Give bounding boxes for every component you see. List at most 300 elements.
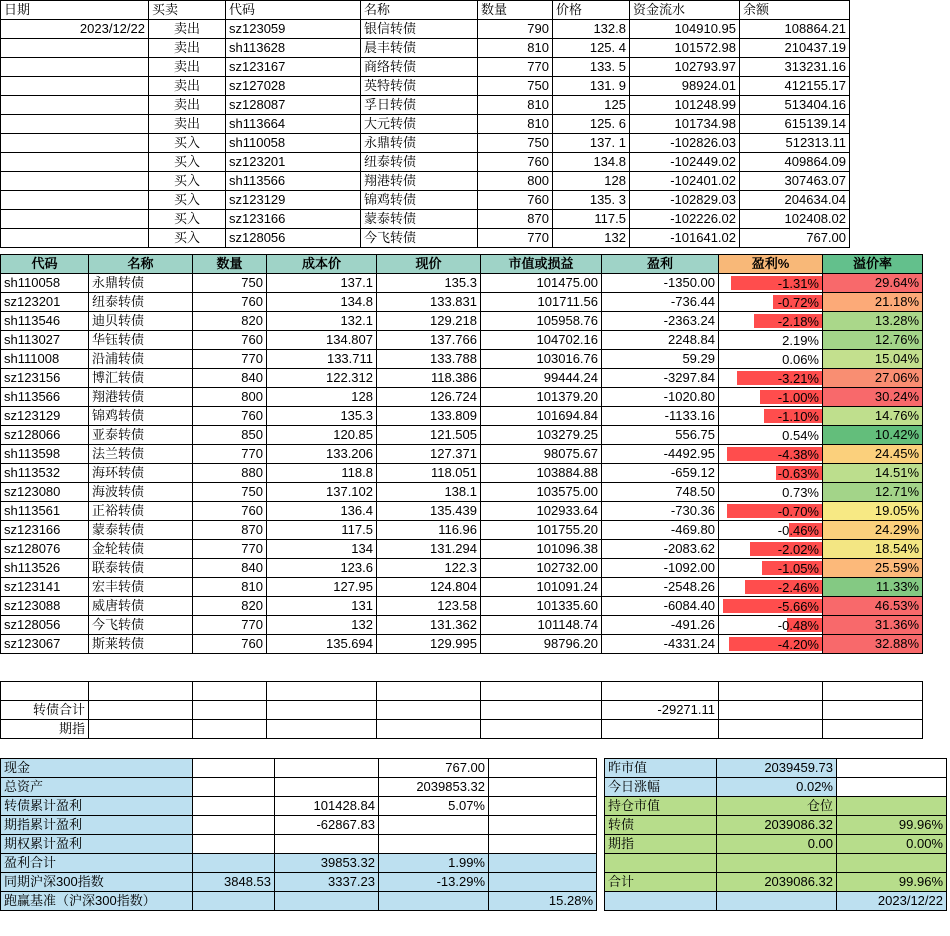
trade-name: 永鼎转债 (361, 134, 478, 153)
holding-profit: -2548.26 (602, 578, 719, 597)
holdings-header-0: 代码 (1, 255, 89, 274)
holding-price: 137.766 (377, 331, 481, 350)
holding-profit-pct-bar (719, 521, 823, 540)
summary-right-value: 2039086.32 (717, 816, 837, 835)
trade-price: 135. 3 (553, 191, 630, 210)
trade-flow: 102793.97 (630, 58, 740, 77)
cell (823, 720, 923, 739)
holding-profit-pct: -2.02% (777, 542, 819, 557)
holding-code: sh113027 (1, 331, 89, 350)
holding-value: 101096.38 (481, 540, 602, 559)
trade-side: 卖出 (149, 96, 226, 115)
holding-price: 133.831 (377, 293, 481, 312)
holding-price: 133.809 (377, 407, 481, 426)
holding-name: 锦鸡转债 (89, 407, 193, 426)
holding-profit-pct: 2.19% (782, 333, 819, 348)
trades-header-5: 价格 (553, 1, 630, 20)
trade-balance: 313231.16 (740, 58, 850, 77)
holding-premium: 11.33% (823, 578, 923, 597)
holding-price: 123.58 (377, 597, 481, 616)
holding-code: sz123141 (1, 578, 89, 597)
cell (377, 701, 481, 720)
holding-profit: 748.50 (602, 483, 719, 502)
trade-flow: -102826.03 (630, 134, 740, 153)
summary-right-row (605, 778, 947, 797)
cell (481, 720, 602, 739)
bond-total-value: -29271.11 (602, 701, 719, 720)
summary-v3 (489, 797, 597, 816)
summary-blank (193, 892, 275, 911)
trade-date (1, 229, 149, 248)
trade-qty: 810 (478, 39, 553, 58)
summary-qty (193, 854, 275, 873)
holding-qty: 850 (193, 426, 267, 445)
trade-flow: 104910.95 (630, 20, 740, 39)
summary-label: 总资产 (1, 778, 193, 797)
table-row (1, 58, 850, 77)
trade-price: 125. 4 (553, 39, 630, 58)
trade-price: 132 (553, 229, 630, 248)
holding-cost: 117.5 (267, 521, 377, 540)
table-row (1, 559, 923, 578)
summary-v3 (489, 873, 597, 892)
summary-right-label: 昨市值 (605, 759, 717, 778)
holding-code: sh110058 (1, 274, 89, 293)
trade-qty: 870 (478, 210, 553, 229)
holding-price: 129.995 (377, 635, 481, 654)
holding-value: 102732.00 (481, 559, 602, 578)
holding-premium: 30.24% (823, 388, 923, 407)
summary-right-value (717, 854, 837, 873)
holding-cost: 123.6 (267, 559, 377, 578)
holding-value: 101091.24 (481, 578, 602, 597)
summary-v2: 767.00 (379, 759, 489, 778)
trade-balance: 512313.11 (740, 134, 850, 153)
spacer (823, 682, 923, 701)
trade-name: 商络转债 (361, 58, 478, 77)
trade-date: 2023/12/22 (1, 20, 149, 39)
spacer (719, 682, 823, 701)
summary-right-label: 期指 (605, 835, 717, 854)
holding-profit-pct: -5.66% (777, 599, 819, 614)
holding-profit: -659.12 (602, 464, 719, 483)
holding-qty: 760 (193, 407, 267, 426)
trade-name: 大元转债 (361, 115, 478, 134)
trade-code: sz123167 (226, 58, 361, 77)
holding-code: sz123080 (1, 483, 89, 502)
trades-header-7: 余额 (740, 1, 850, 20)
cell (89, 701, 193, 720)
holding-profit-pct: -0.72% (777, 295, 819, 310)
holding-code: sh111008 (1, 350, 89, 369)
holding-name: 宏丰转债 (89, 578, 193, 597)
summary-right-label (605, 892, 717, 911)
holding-qty: 770 (193, 350, 267, 369)
holding-premium: 10.42% (823, 426, 923, 445)
holding-profit: -1092.00 (602, 559, 719, 578)
trade-qty: 760 (478, 191, 553, 210)
trade-balance: 204634.04 (740, 191, 850, 210)
holding-code: sz123088 (1, 597, 89, 616)
summary-row (1, 854, 597, 873)
holding-profit-pct-bar (719, 540, 823, 559)
trade-qty: 770 (478, 229, 553, 248)
summary-right-row (605, 759, 947, 778)
holding-price: 118.386 (377, 369, 481, 388)
table-row (1, 134, 850, 153)
holding-cost: 134 (267, 540, 377, 559)
holding-profit: -730.36 (602, 502, 719, 521)
holding-profit-pct: -0.63% (777, 466, 819, 481)
trade-side: 卖出 (149, 20, 226, 39)
summary-v1 (275, 835, 379, 854)
cell (719, 720, 823, 739)
trade-flow: 101572.98 (630, 39, 740, 58)
cell (89, 720, 193, 739)
holding-profit-pct-bar (719, 578, 823, 597)
table-row (1, 578, 923, 597)
trade-qty: 760 (478, 153, 553, 172)
trade-side: 买入 (149, 172, 226, 191)
cell (602, 720, 719, 739)
trade-balance: 615139.14 (740, 115, 850, 134)
trade-code: sh113566 (226, 172, 361, 191)
holding-profit-pct-bar (719, 597, 823, 616)
spacer (481, 682, 602, 701)
spacer (89, 682, 193, 701)
totals-table (0, 681, 923, 739)
summary-right-row (605, 854, 947, 873)
holding-value: 98796.20 (481, 635, 602, 654)
holding-profit-pct: 0.73% (782, 485, 819, 500)
holding-premium: 24.29% (823, 521, 923, 540)
cell (377, 720, 481, 739)
summary-row (1, 892, 597, 911)
summary-qty (193, 797, 275, 816)
holding-profit-pct-bar (719, 635, 823, 654)
spacer (267, 682, 377, 701)
holding-qty: 760 (193, 293, 267, 312)
spacer (377, 682, 481, 701)
trade-flow: -102449.02 (630, 153, 740, 172)
summary-value: 15.28% (489, 892, 597, 911)
summary-right-table (604, 758, 947, 911)
holding-premium: 15.04% (823, 350, 923, 369)
table-row (1, 616, 923, 635)
summary-v2: 2039853.32 (379, 778, 489, 797)
summary-right-row (605, 873, 947, 892)
summary-row (1, 759, 597, 778)
trade-price: 132.8 (553, 20, 630, 39)
holding-name: 威唐转债 (89, 597, 193, 616)
holding-price: 127.371 (377, 445, 481, 464)
spacer (602, 682, 719, 701)
holdings-header-5: 市值或损益 (481, 255, 602, 274)
holding-profit-pct-bar (719, 388, 823, 407)
holding-profit-pct-bar (719, 559, 823, 578)
holdings-header-7: 盈利% (719, 255, 823, 274)
holdings-header-2: 数量 (193, 255, 267, 274)
holding-profit-pct-bar (719, 369, 823, 388)
trade-flow: -102226.02 (630, 210, 740, 229)
table-row (1, 597, 923, 616)
summary-right-blank (717, 892, 837, 911)
trade-code: sz128056 (226, 229, 361, 248)
cell (719, 701, 823, 720)
holding-profit-pct: -1.31% (777, 276, 819, 291)
trade-balance: 307463.07 (740, 172, 850, 191)
trade-date (1, 210, 149, 229)
summary-v1 (275, 778, 379, 797)
summary-label: 盈利合计 (1, 854, 193, 873)
holding-value: 103279.25 (481, 426, 602, 445)
table-row (1, 20, 850, 39)
holding-premium: 14.51% (823, 464, 923, 483)
summary-right-value: 0.00 (717, 835, 837, 854)
holding-profit: -2083.62 (602, 540, 719, 559)
holding-qty: 770 (193, 445, 267, 464)
summary-right-label: 转债 (605, 816, 717, 835)
trade-qty: 810 (478, 96, 553, 115)
trade-balance: 210437.19 (740, 39, 850, 58)
summary-v2: -13.29% (379, 873, 489, 892)
holding-profit-pct-bar (719, 312, 823, 331)
trades-header-0: 日期 (1, 1, 149, 20)
trades-header-2: 代码 (226, 1, 361, 20)
holding-cost: 134.8 (267, 293, 377, 312)
holding-premium: 24.45% (823, 445, 923, 464)
trade-flow: 101734.98 (630, 115, 740, 134)
trade-qty: 750 (478, 77, 553, 96)
table-row (1, 77, 850, 96)
holding-profit: -1020.80 (602, 388, 719, 407)
holding-cost: 137.1 (267, 274, 377, 293)
table-row (1, 407, 923, 426)
trade-code: sz123129 (226, 191, 361, 210)
trade-side: 买入 (149, 191, 226, 210)
summary-v2: 5.07% (379, 797, 489, 816)
trade-price: 133. 5 (553, 58, 630, 77)
holding-price: 131.294 (377, 540, 481, 559)
cell (267, 701, 377, 720)
trade-balance: 513404.16 (740, 96, 850, 115)
trade-code: sh113664 (226, 115, 361, 134)
trade-date (1, 115, 149, 134)
trade-balance: 767.00 (740, 229, 850, 248)
trades-header-6: 资金流水 (630, 1, 740, 20)
holding-cost: 122.312 (267, 369, 377, 388)
holding-profit-pct-bar (719, 616, 823, 635)
holding-qty: 760 (193, 635, 267, 654)
trade-side: 买入 (149, 229, 226, 248)
holding-value: 101379.20 (481, 388, 602, 407)
summary-right-row (605, 835, 947, 854)
holding-premium: 12.71% (823, 483, 923, 502)
holding-name: 蒙泰转债 (89, 521, 193, 540)
summary-right-value: 0.02% (717, 778, 837, 797)
holding-profit-pct: -3.21% (777, 371, 819, 386)
holding-profit-pct: -2.18% (777, 314, 819, 329)
holding-profit-pct-bar (719, 293, 823, 312)
table-row (1, 426, 923, 445)
summary-v1: 39853.32 (275, 854, 379, 873)
holdings-header-1: 名称 (89, 255, 193, 274)
holding-qty: 880 (193, 464, 267, 483)
holding-qty: 770 (193, 616, 267, 635)
table-row (1, 293, 923, 312)
spacer-row (1, 682, 923, 701)
holding-value: 101335.60 (481, 597, 602, 616)
holding-premium: 25.59% (823, 559, 923, 578)
trade-name: 英特转债 (361, 77, 478, 96)
holding-name: 斯莱转债 (89, 635, 193, 654)
summary-v3 (489, 835, 597, 854)
table-row (1, 369, 923, 388)
summary-qty (193, 835, 275, 854)
cell (823, 701, 923, 720)
trade-date (1, 58, 149, 77)
trade-balance: 102408.02 (740, 210, 850, 229)
table-row (1, 96, 850, 115)
table-row (1, 635, 923, 654)
holding-profit-pct-bar (719, 483, 823, 502)
trade-price: 128 (553, 172, 630, 191)
holding-name: 翔港转债 (89, 388, 193, 407)
summary-right-date: 2023/12/22 (837, 892, 947, 911)
trade-qty: 790 (478, 20, 553, 39)
cell (481, 701, 602, 720)
trade-side: 卖出 (149, 77, 226, 96)
holding-profit: -4492.95 (602, 445, 719, 464)
holding-code: sh113561 (1, 502, 89, 521)
holding-qty: 840 (193, 559, 267, 578)
trade-qty: 800 (478, 172, 553, 191)
holding-price: 138.1 (377, 483, 481, 502)
holding-cost: 127.95 (267, 578, 377, 597)
table-row (1, 540, 923, 559)
holding-profit-pct-bar (719, 331, 823, 350)
table-row (1, 115, 850, 134)
trade-price: 137. 1 (553, 134, 630, 153)
holding-profit-pct: -1.10% (777, 409, 819, 424)
holding-price: 121.505 (377, 426, 481, 445)
holding-value: 101148.74 (481, 616, 602, 635)
holding-price: 124.804 (377, 578, 481, 597)
summary-label: 现金 (1, 759, 193, 778)
holding-profit: 59.29 (602, 350, 719, 369)
holding-price: 133.788 (377, 350, 481, 369)
holding-value: 103884.88 (481, 464, 602, 483)
holding-value: 105958.76 (481, 312, 602, 331)
trade-code: sz123059 (226, 20, 361, 39)
summary-row (1, 873, 597, 892)
holding-price: 116.96 (377, 521, 481, 540)
summary-blank (275, 892, 379, 911)
trade-price: 131. 9 (553, 77, 630, 96)
holding-name: 联泰转债 (89, 559, 193, 578)
trade-side: 卖出 (149, 115, 226, 134)
holding-qty: 820 (193, 312, 267, 331)
trade-qty: 770 (478, 58, 553, 77)
holding-name: 海环转债 (89, 464, 193, 483)
trade-date (1, 96, 149, 115)
trade-name: 孚日转债 (361, 96, 478, 115)
holding-qty: 770 (193, 540, 267, 559)
holding-premium: 29.64% (823, 274, 923, 293)
summary-right-label: 持仓市值 (605, 797, 717, 816)
holding-qty: 750 (193, 483, 267, 502)
summary-row (1, 835, 597, 854)
holding-profit-pct: -0.46% (777, 523, 819, 538)
trade-balance: 409864.09 (740, 153, 850, 172)
trade-date (1, 39, 149, 58)
holding-cost: 132 (267, 616, 377, 635)
holding-cost: 136.4 (267, 502, 377, 521)
holding-value: 103575.00 (481, 483, 602, 502)
summary-qty: 3848.53 (193, 873, 275, 892)
trades-header-1: 买卖 (149, 1, 226, 20)
holding-premium: 12.76% (823, 331, 923, 350)
holding-qty: 840 (193, 369, 267, 388)
holding-profit-pct: -4.38% (777, 447, 819, 462)
holdings-header-3: 成本价 (267, 255, 377, 274)
holding-profit: -1133.16 (602, 407, 719, 426)
summary-right-pct (837, 797, 947, 816)
holding-name: 博汇转债 (89, 369, 193, 388)
trade-side: 买入 (149, 134, 226, 153)
trade-name: 银信转债 (361, 20, 478, 39)
holdings-table (0, 254, 923, 654)
summary-v1: -62867.83 (275, 816, 379, 835)
trade-side: 卖出 (149, 39, 226, 58)
holding-profit: -2363.24 (602, 312, 719, 331)
holding-code: sh113566 (1, 388, 89, 407)
holding-value: 101475.00 (481, 274, 602, 293)
summary-right-row (605, 797, 947, 816)
holding-code: sh113526 (1, 559, 89, 578)
table-header-row (1, 1, 850, 20)
summary-label: 同期沪深300指数 (1, 873, 193, 892)
holdings-header-6: 盈利 (602, 255, 719, 274)
holding-qty: 810 (193, 578, 267, 597)
holding-code: sz123166 (1, 521, 89, 540)
holding-profit: 2248.84 (602, 331, 719, 350)
holding-code: sz123067 (1, 635, 89, 654)
holding-value: 104702.16 (481, 331, 602, 350)
holding-price: 126.724 (377, 388, 481, 407)
holding-profit: -4331.24 (602, 635, 719, 654)
summary-v3 (489, 759, 597, 778)
trade-balance: 412155.17 (740, 77, 850, 96)
holding-price: 118.051 (377, 464, 481, 483)
holding-code: sz128056 (1, 616, 89, 635)
trade-code: sh113628 (226, 39, 361, 58)
trades-header-4: 数量 (478, 1, 553, 20)
trade-price: 125 (553, 96, 630, 115)
summary-v3 (489, 778, 597, 797)
trade-name: 锦鸡转债 (361, 191, 478, 210)
table-row (1, 464, 923, 483)
futures-row (1, 720, 923, 739)
holding-profit-pct: -0.70% (777, 504, 819, 519)
summary-right-row (605, 892, 947, 911)
table-row (1, 445, 923, 464)
holding-qty: 800 (193, 388, 267, 407)
trade-flow: -102829.03 (630, 191, 740, 210)
summary-right-value: 2039459.73 (717, 759, 837, 778)
trades-table (0, 0, 850, 248)
table-row (1, 191, 850, 210)
